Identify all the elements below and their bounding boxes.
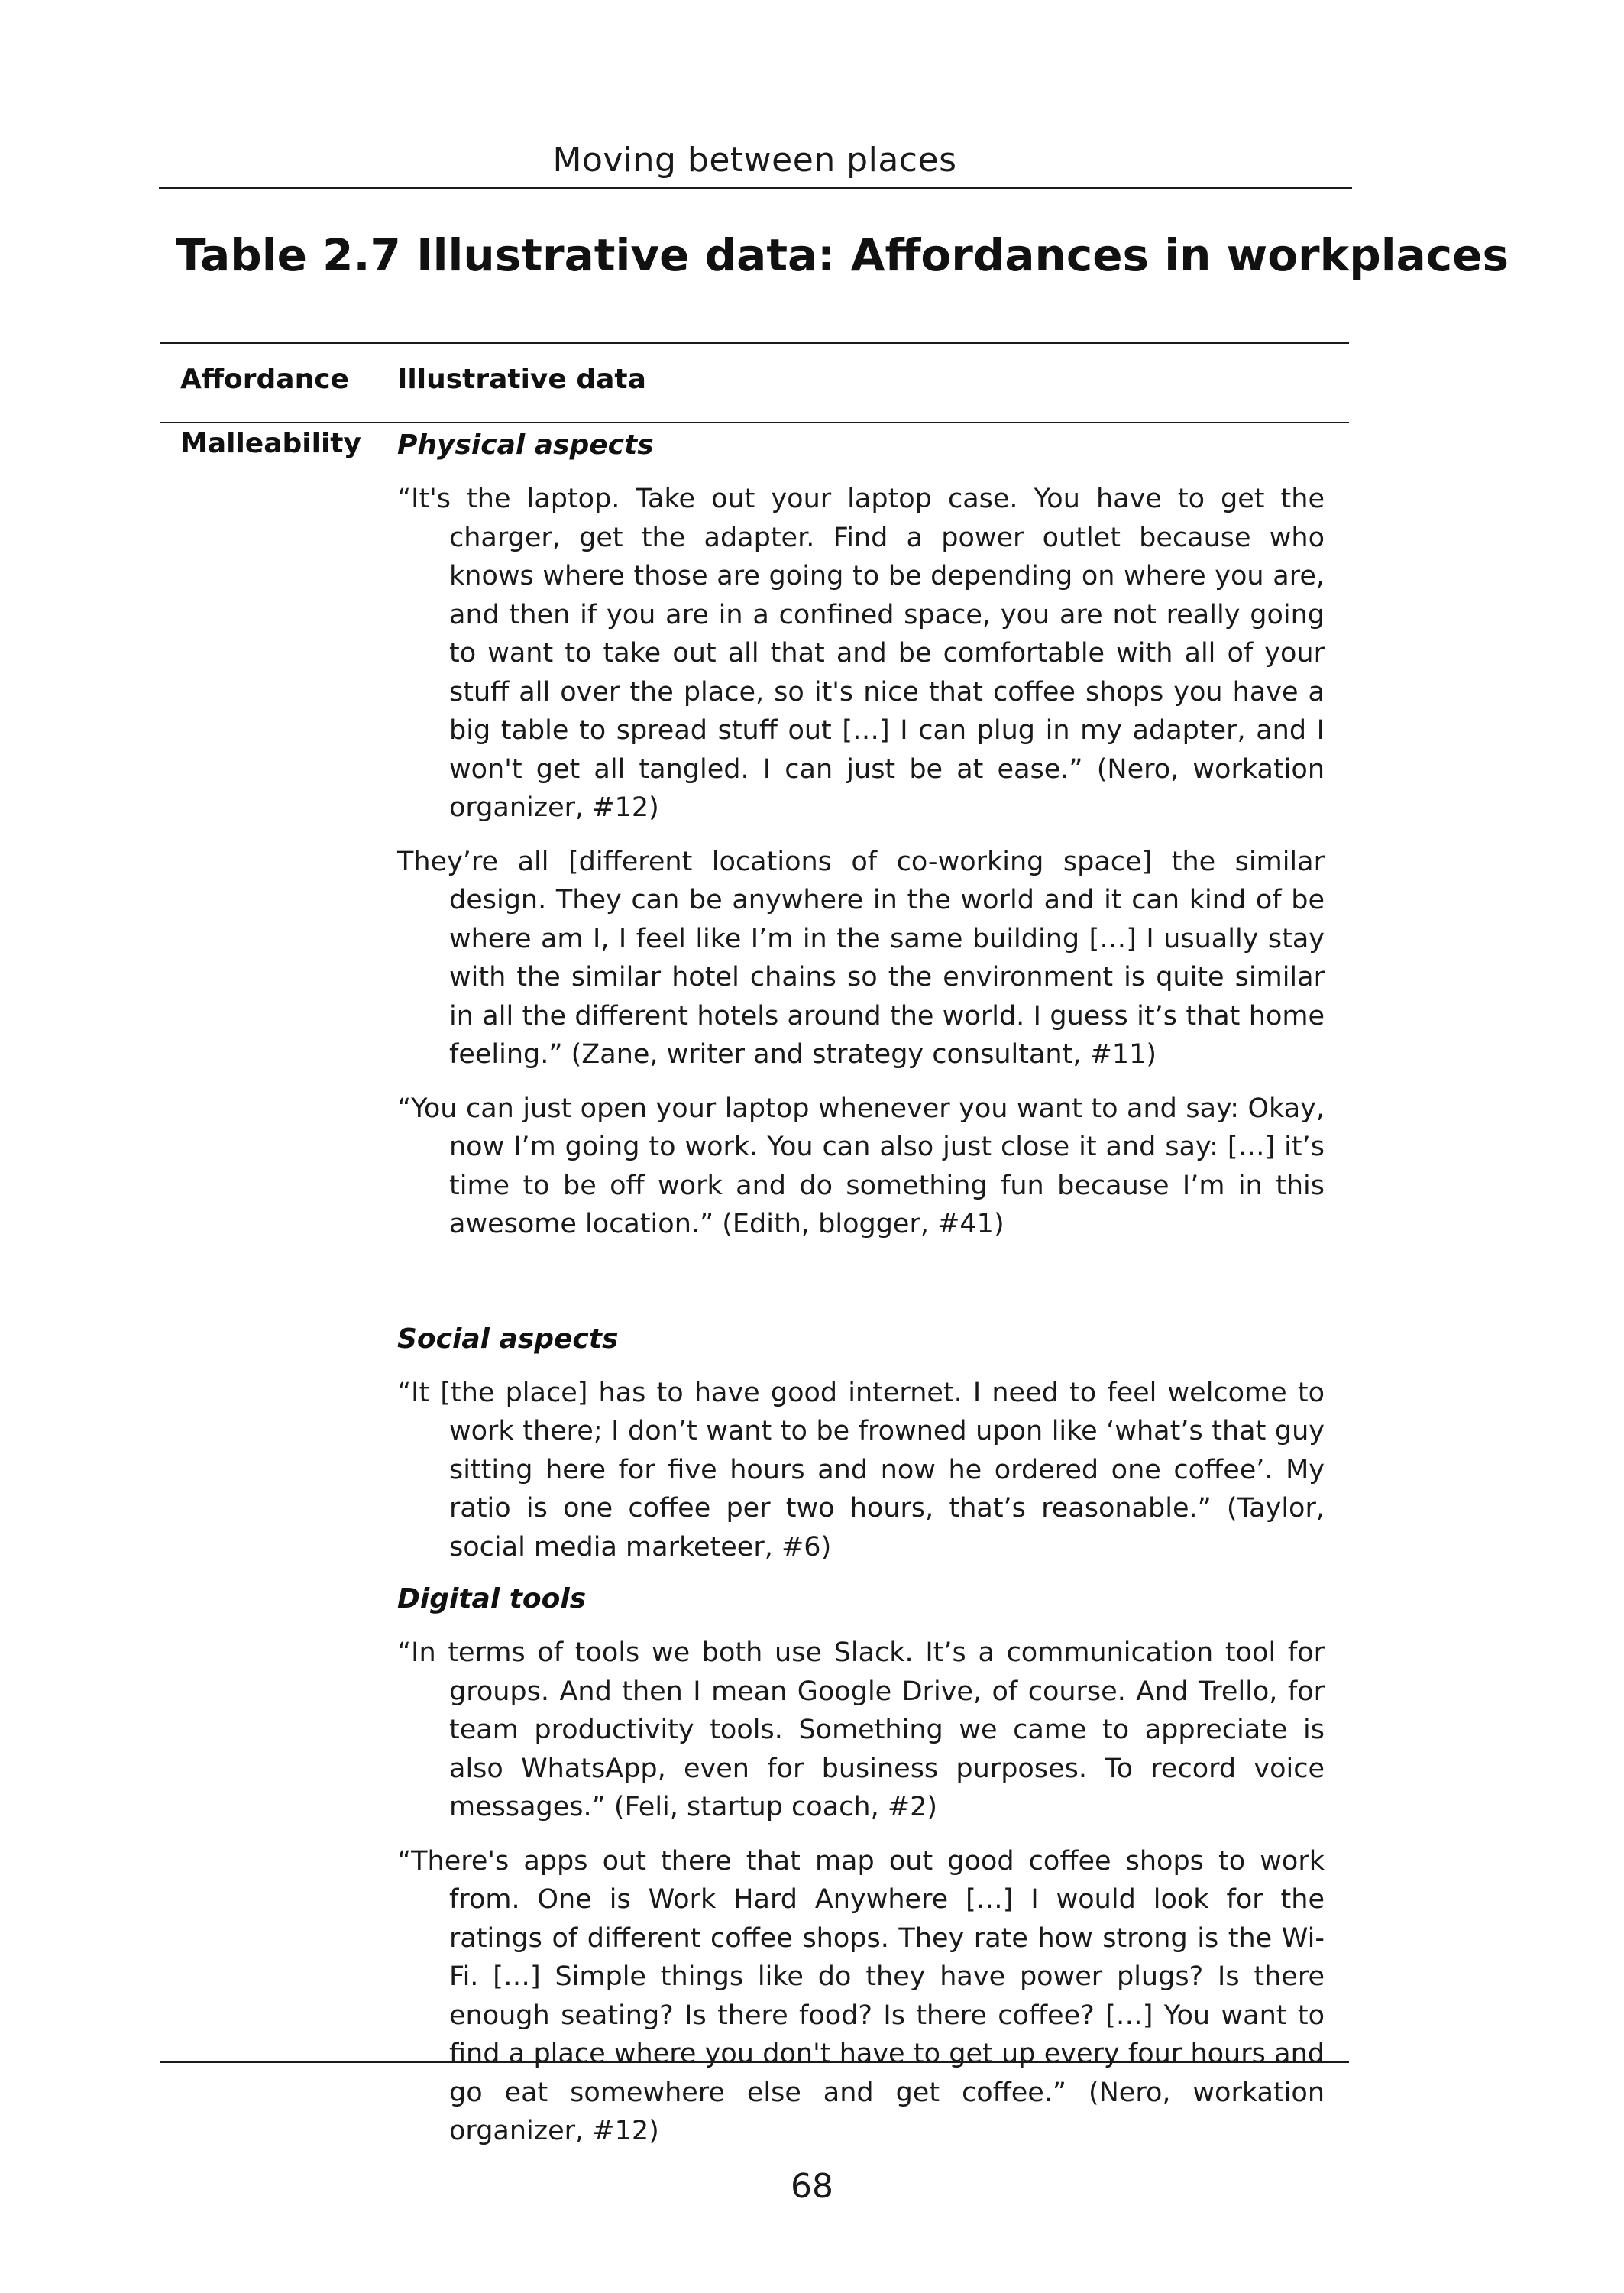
quote-physical-2: They’re all [different locations of co-working space] the similar design. They can be anywhere in the world and it can kind of be where am I, I feel like I’m in the same building […] I usually stay with the similar hotel chains so the environment is quite similar in all the different hotels around the world. I guess it’s that home feeling.” (Zane, writer and strategy consultant, #11) [397, 846, 1325, 1070]
quote-physical-1: “It's the laptop. Take out your laptop case. You have to get the charger, get the adapter. Find a power outlet because who knows where those are going to be depending on where you are, and then if you are in a confined space, you are not really going to want to take out all that and be comfortable with all of your stuff all over the place, so it's nice that coffee shops you have a big table to spread stuff out […] I can plug in my adapter, and I won't get all tangled. I can just be at ease.” (Nero, workation organizer, #12) [397, 484, 1325, 823]
header-rule [159, 187, 1352, 189]
running-header: Moving between places [552, 141, 957, 180]
section-heading-physical: Physical aspects [397, 429, 654, 461]
row-label-malleability: Malleability [180, 428, 361, 459]
quote-digital-2: “There's apps out there that map out good coffee shops to work from. One is Work Hard Anywhere […] I would look for the ratings of different coffee shops. They rate how strong is the Wi-Fi. […] Simple things like do they have power plugs? Is there enough seating? Is there food? Is there coffee? […] You want to find a place where you don't have to get up every four hours and go eat somewhere else and get coffee.” (Nero, workation organizer, #12) [397, 1845, 1325, 2146]
header-bottom-rule [160, 422, 1349, 423]
column-header-illustrative-data: Illustrative data [397, 364, 646, 395]
table-title: Table 2.7 Illustrative data: Affordances in workplaces [176, 229, 1509, 281]
column-header-affordance: Affordance [180, 364, 349, 395]
quote-digital-1: “In terms of tools we both use Slack. It’s a communication tool for groups. And then I mean Google Drive, of course. And Trello, for team productivity tools. Something we came to appreciate is also WhatsApp, even for business purposes. To record voice messages.” (Feli, startup coach, #2) [397, 1637, 1325, 1822]
table-top-rule [160, 342, 1349, 344]
illustrative-data-cell [397, 428, 1325, 2151]
section-heading-social: Social aspects [397, 1323, 619, 1355]
page-number: 68 [791, 2167, 833, 2206]
quote-social-1: “It [the place] has to have good internet. I need to feel welcome to work there; I don’t want to be frowned upon like ‘what’s that guy sitting here for five hours and now he ordered one coffee’. My ratio is one coffee per two hours, that’s reasonable.” (Taylor, social media marketeer, #6) [397, 1377, 1325, 1563]
quote-physical-3: “You can just open your laptop whenever you want to and say: Okay, now I’m going to work. You can also just close it and say: […] it’s time to be off work and do something fun because I’m in this awesome location.” (Edith, blogger, #41) [397, 1093, 1325, 1239]
section-gap [397, 1259, 1325, 1322]
section-heading-digital: Digital tools [397, 1583, 587, 1614]
table-bottom-rule [160, 2061, 1349, 2063]
